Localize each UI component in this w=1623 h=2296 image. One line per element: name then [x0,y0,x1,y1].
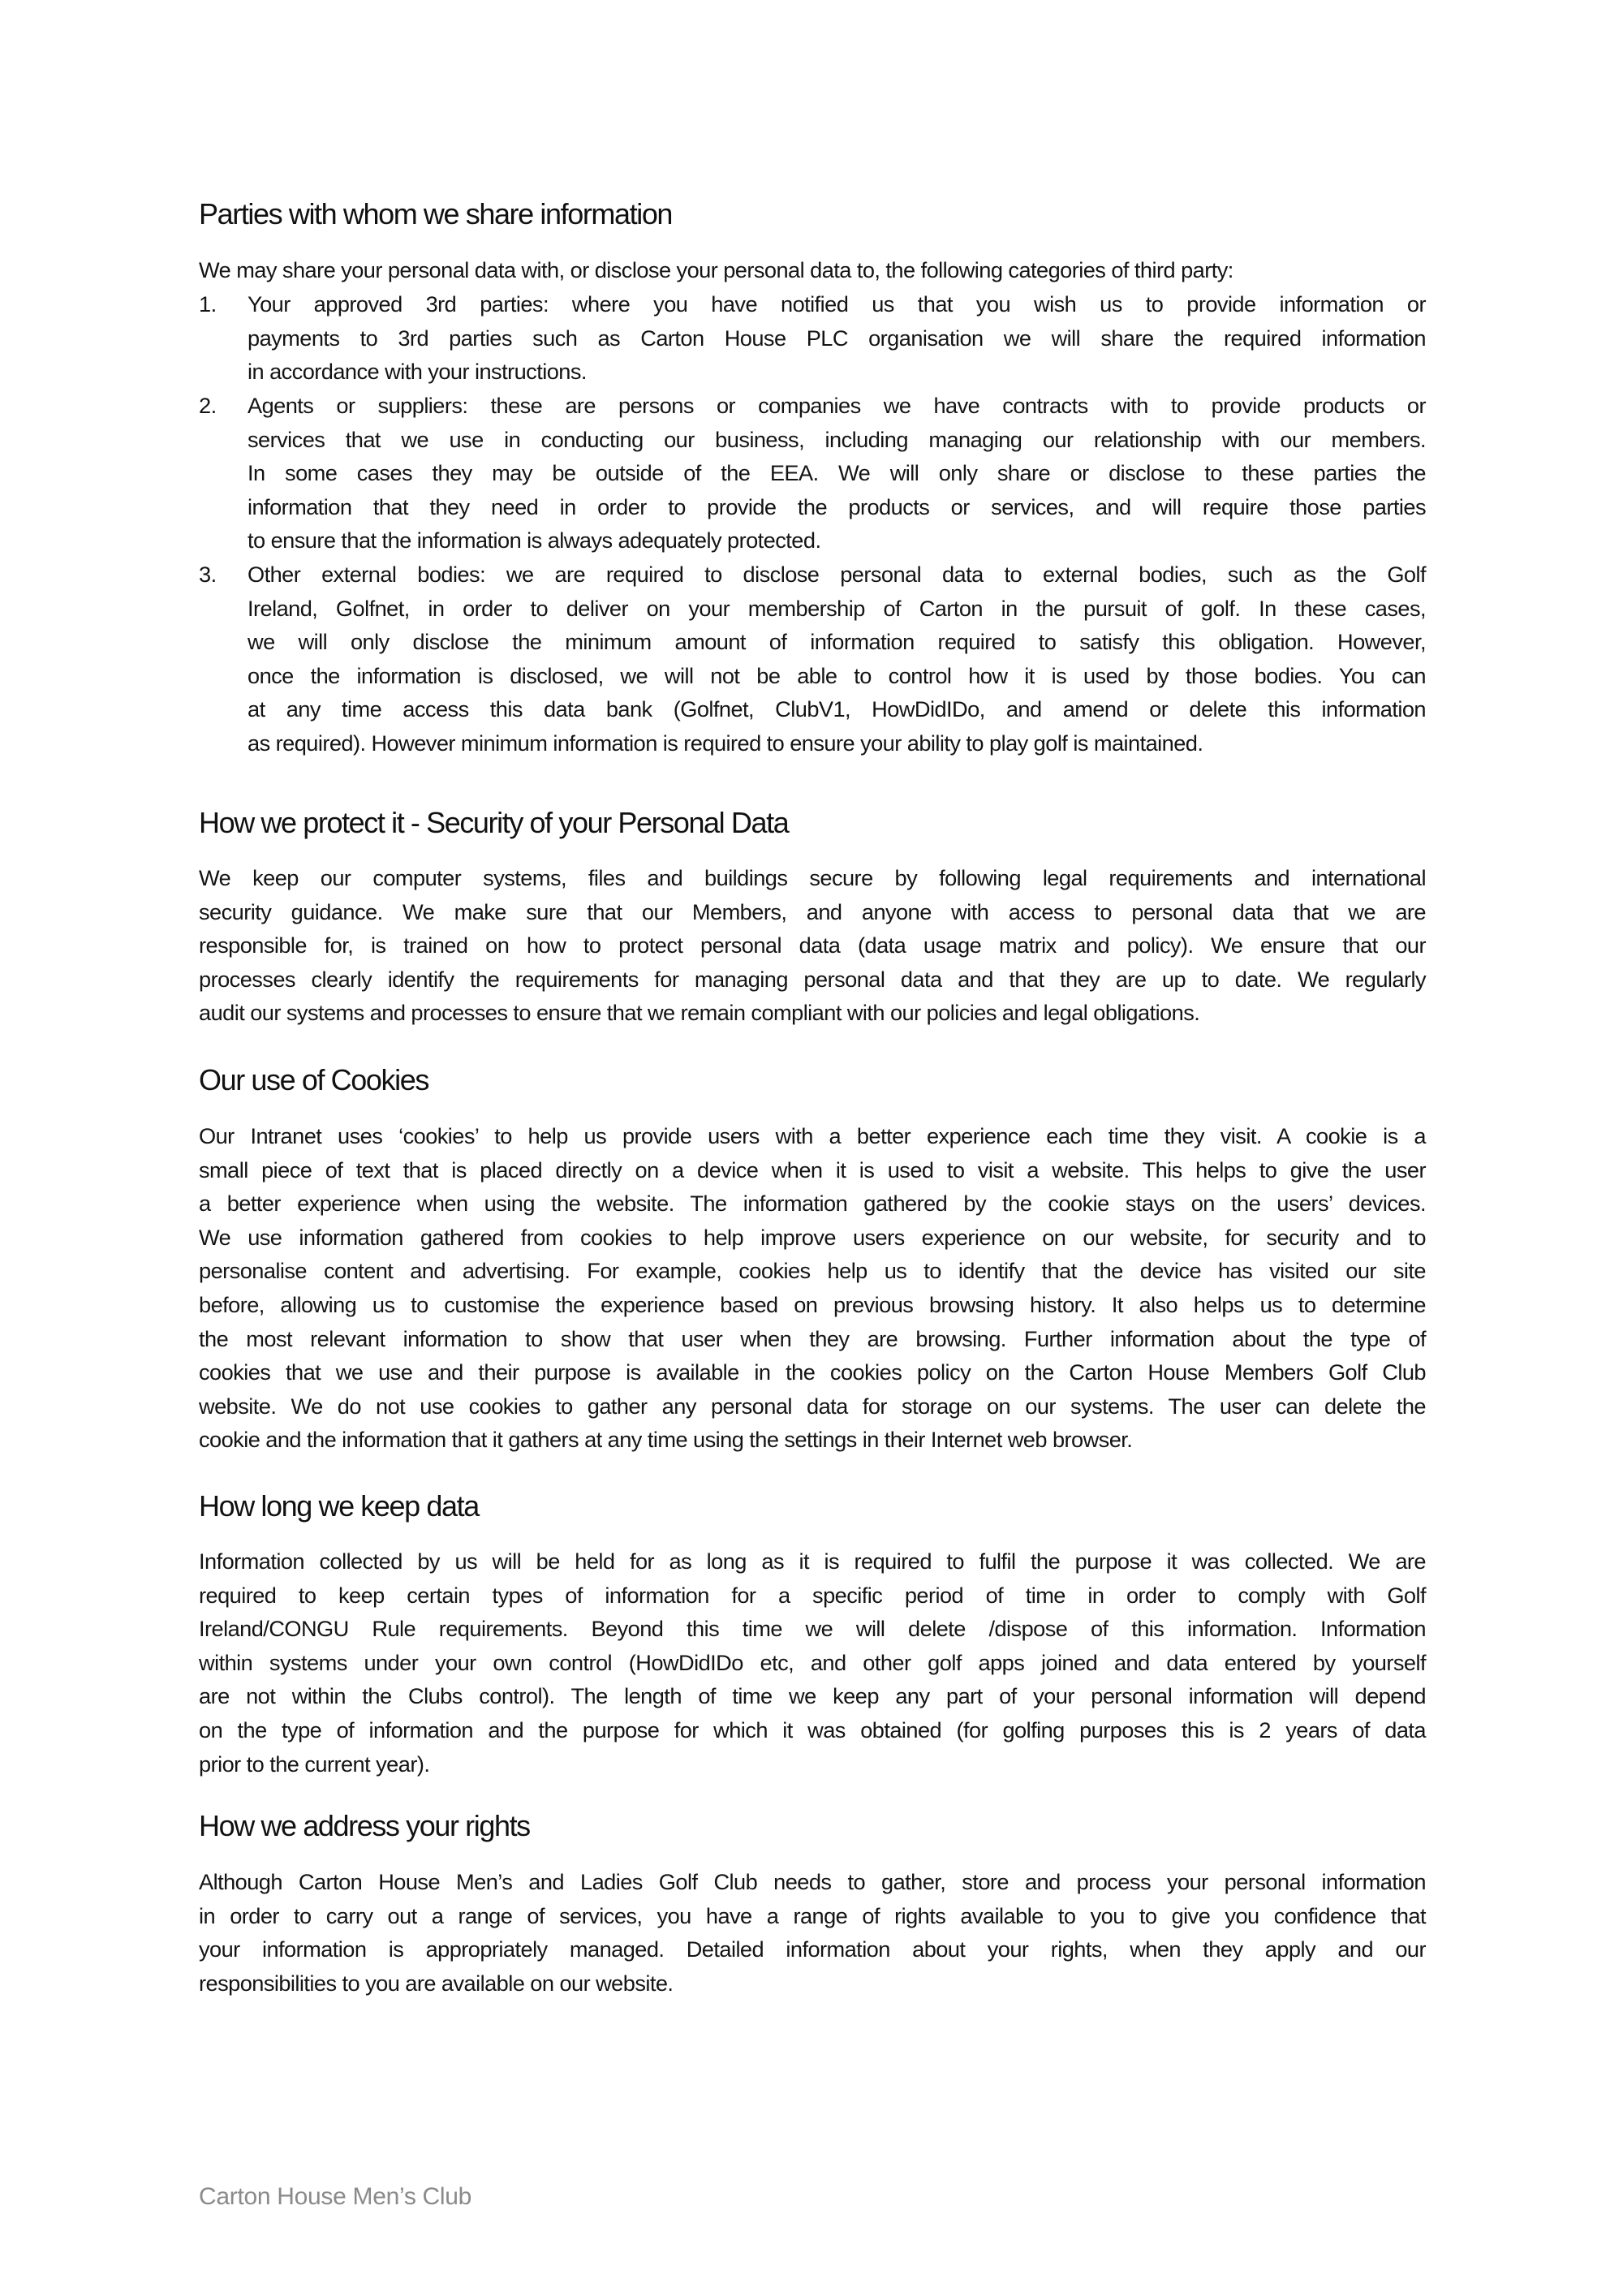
list-line: In some cases they may be outside of the EEA. We will only share or disclose to these parties the [248,460,1426,486]
section-heading-rights: How we address your rights [199,1809,530,1842]
list-line: at any time access this data bank (Golfnet, ClubV1, HowDidIDo, and amend or delete this information [248,696,1426,722]
list-line: we will only disclose the minimum amount of information required to satisfy this obligation. However, [248,629,1426,655]
cookies-paragraph [199,1119,1426,1457]
list-number: 2. [199,393,217,418]
paragraph-line: We keep our computer systems, files and buildings secure by following legal requirements and international [199,865,1426,890]
paragraph-line: processes clearly identify the requirements for managing personal data and that they are up to date. We regularly [199,966,1426,992]
list-number: 1. [199,291,217,317]
paragraph-line: responsibilities to you are available on our website. [199,1970,674,1996]
paragraph-line: cookies that we use and their purpose is available in the cookies policy on the Carton House Members Golf Club [199,1359,1426,1385]
section-heading-security: How we protect it - Security of your Personal Data [199,806,789,839]
paragraph-line: cookie and the information that it gathers at any time using the settings in their Internet web browser. [199,1427,1133,1453]
list-line: information that they need in order to provide the products or services, and will require those parties [248,493,1426,519]
paragraph-line: We use information gathered from cookies to help improve users experience on our website, for security and to [199,1224,1426,1250]
paragraph-line: in order to carry out a range of services, you have a range of rights available to you to give you confidence that [199,1902,1426,1928]
list-item-2 [199,389,1426,558]
paragraph-line: required to keep certain types of information for a specific period of time in order to comply with Golf [199,1582,1426,1608]
paragraph-line: We may share your personal data with, or disclose your personal data to, the following categories of third party: [199,257,1233,282]
rights-paragraph [199,1865,1426,2000]
list-line: once the information is disclosed, we will not be able to control how it is used by those bodies. You can [248,662,1426,688]
paragraph-line: on the type of information and the purpose for which it was obtained (for golfing purposes this is 2 years of data [199,1717,1426,1742]
paragraph-line: the most relevant information to show that user when they are browsing. Further information about the type of [199,1325,1426,1351]
retention-paragraph [199,1544,1426,1781]
paragraph-line: personalise content and advertising. For example, cookies help us to identify that the device has visited our site [199,1258,1426,1284]
paragraph-line: security guidance. We make sure that our Members, and anyone with access to personal data that we are [199,898,1426,924]
list-line: services that we use in conducting our business, including managing our relationship with our members. [248,426,1426,452]
section-heading-cookies: Our use of Cookies [199,1063,428,1096]
parties-intro [199,253,1426,287]
list-line: Ireland, Golfnet, in order to deliver on your membership of Carton in the pursuit of golf. In these cases, [248,595,1426,621]
security-paragraph [199,861,1426,1030]
paragraph-line: Our Intranet uses ‘cookies’ to help us provide users with a better experience each time they visit. A cookie is a [199,1123,1426,1148]
paragraph-line: within systems under your own control (HowDidIDo etc, and other golf apps joined and data entered by yourself [199,1649,1426,1675]
paragraph-line: Although Carton House Men’s and Ladies Golf Club needs to gather, store and process your personal information [199,1869,1426,1894]
list-line: in accordance with your instructions. [248,359,587,385]
paragraph-line: audit our systems and processes to ensure that we remain compliant with our policies and legal obligations. [199,1000,1200,1026]
list-line: as required). However minimum information is required to ensure your ability to play golf is maintained. [248,730,1203,756]
list-line: Other external bodies: we are required to disclose personal data to external bodies, such as the Golf [248,562,1426,587]
list-line: to ensure that the information is always adequately protected. [248,528,821,554]
list-line: payments to 3rd parties such as Carton House PLC organisation we will share the required information [248,325,1426,351]
paragraph-line: small piece of text that is placed directly on a device when it is used to visit a website. This helps to give the user [199,1157,1426,1182]
list-line: Your approved 3rd parties: where you have notified us that you wish us to provide information or [248,291,1426,317]
page-footer: Carton House Men’s Club [199,2183,472,2210]
list-item-1 [199,287,1426,389]
paragraph-line: Ireland/CONGU Rule requirements. Beyond this time we will delete /dispose of this information. Information [199,1616,1426,1642]
paragraph-line: prior to the current year). [199,1751,430,1777]
paragraph-line: are not within the Clubs control). The length of time we keep any part of your personal information will depend [199,1683,1426,1709]
paragraph-line: responsible for, is trained on how to protect personal data (data usage matrix and policy). We ensure that our [199,933,1426,958]
paragraph-line: Information collected by us will be held for as long as it is required to fulfil the purpose it was collected. We are [199,1549,1426,1574]
paragraph-line: before, allowing us to customise the experience based on previous browsing history. It also helps us to determine [199,1291,1426,1317]
list-line: Agents or suppliers: these are persons or companies we have contracts with to provide products or [248,393,1426,418]
paragraph-line: a better experience when using the website. The information gathered by the cookie stays on the users’ devices. [199,1191,1426,1217]
list-number: 3. [199,562,217,587]
section-heading-retention: How long we keep data [199,1489,479,1523]
section-heading-parties: Parties with whom we share information [199,197,673,230]
list-item-3 [199,558,1426,760]
paragraph-line: website. We do not use cookies to gather any personal data for storage on our systems. The user can delete the [199,1393,1426,1419]
paragraph-line: your information is appropriately managed. Detailed information about your rights, when they apply and our [199,1936,1426,1962]
